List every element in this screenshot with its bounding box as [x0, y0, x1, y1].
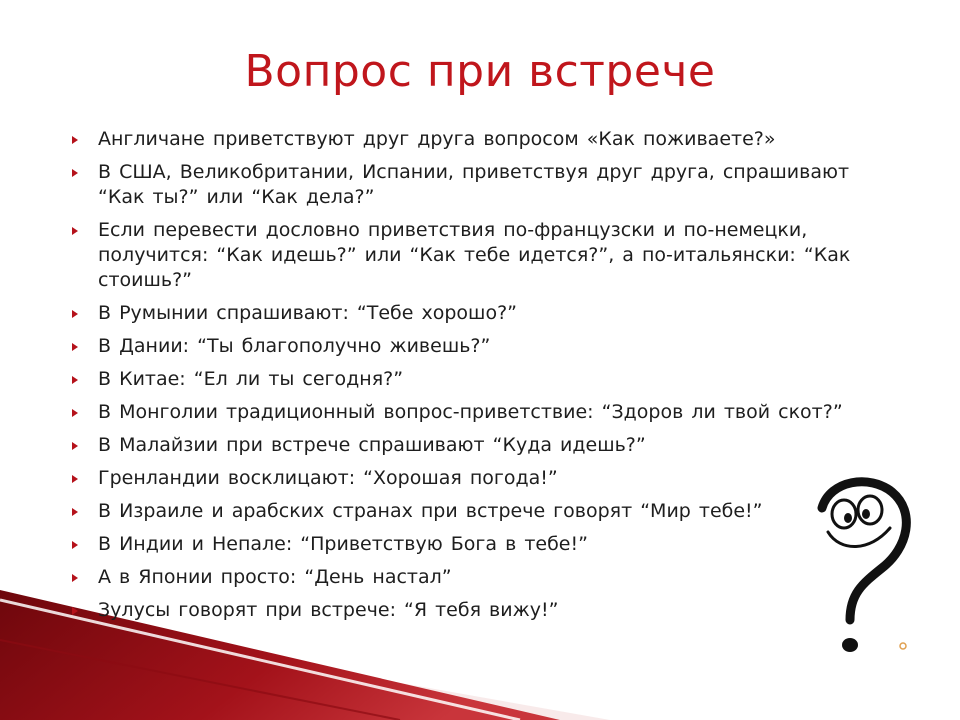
bullet-item [66, 499, 886, 524]
bullet-item [66, 218, 886, 293]
bullet-item [66, 598, 886, 623]
slide-title: Вопрос при встрече [244, 46, 716, 97]
smiling-question-mark-icon [800, 470, 920, 660]
bullet-item [66, 532, 886, 557]
triangle-bullet-icon [72, 508, 78, 516]
bullet-text: В Монголии традиционный вопрос-приветствие: “Здоров ли твой скот?” [98, 401, 843, 423]
triangle-bullet-icon [72, 310, 78, 318]
bullet-text: Гренландии восклицают: “Хорошая погода!” [98, 467, 558, 489]
triangle-bullet-icon [72, 136, 78, 144]
bullet-text: В Индии и Непале: “Приветствую Бога в тебе!” [98, 533, 588, 555]
triangle-bullet-icon [72, 376, 78, 384]
bullet-item [66, 301, 886, 326]
bullet-text: В Израиле и арабских странах при встрече говорят “Мир тебе!” [98, 500, 763, 522]
bullet-list [66, 127, 886, 631]
triangle-bullet-icon [72, 227, 78, 235]
bullet-text: В США, Великобритании, Испании, приветствуя друг друга, спрашивают “Как ты?” или “Как дела?” [98, 161, 850, 208]
triangle-bullet-icon [72, 343, 78, 351]
bullet-text: Зулусы говорят при встрече: “Я тебя вижу!” [98, 599, 559, 621]
bullet-item [66, 334, 886, 359]
triangle-bullet-icon [72, 409, 78, 417]
bullet-item [66, 400, 886, 425]
bullet-item [66, 433, 886, 458]
bullet-text: Если перевести дословно приветствия по-французски и по-немецки, получится: “Как идешь?” или “Как тебе идется?”, а по-итальянски: “Как стоишь?” [98, 219, 851, 291]
bullet-text: Англичане приветствуют друг друга вопросом «Как поживаете?» [98, 128, 776, 150]
bullet-text: В Малайзии при встрече спрашивают “Куда идешь?” [98, 434, 646, 456]
triangle-bullet-icon [72, 169, 78, 177]
bullet-item [66, 160, 886, 210]
triangle-bullet-icon [72, 541, 78, 549]
bullet-text: А в Японии просто: “День настал” [98, 566, 452, 588]
bullet-item [66, 127, 886, 152]
triangle-bullet-icon [72, 475, 78, 483]
bullet-text: В Дании: “Ты благополучно живешь?” [98, 335, 491, 357]
triangle-bullet-icon [72, 607, 78, 615]
triangle-bullet-icon [72, 442, 78, 450]
bullet-text: В Китае: “Ел ли ты сегодня?” [98, 368, 404, 390]
bullet-item [66, 466, 886, 491]
bullet-item [66, 565, 886, 590]
bullet-item [66, 367, 886, 392]
bullet-text: В Румынии спрашивают: “Тебе хорошо?” [98, 302, 517, 324]
triangle-bullet-icon [72, 574, 78, 582]
